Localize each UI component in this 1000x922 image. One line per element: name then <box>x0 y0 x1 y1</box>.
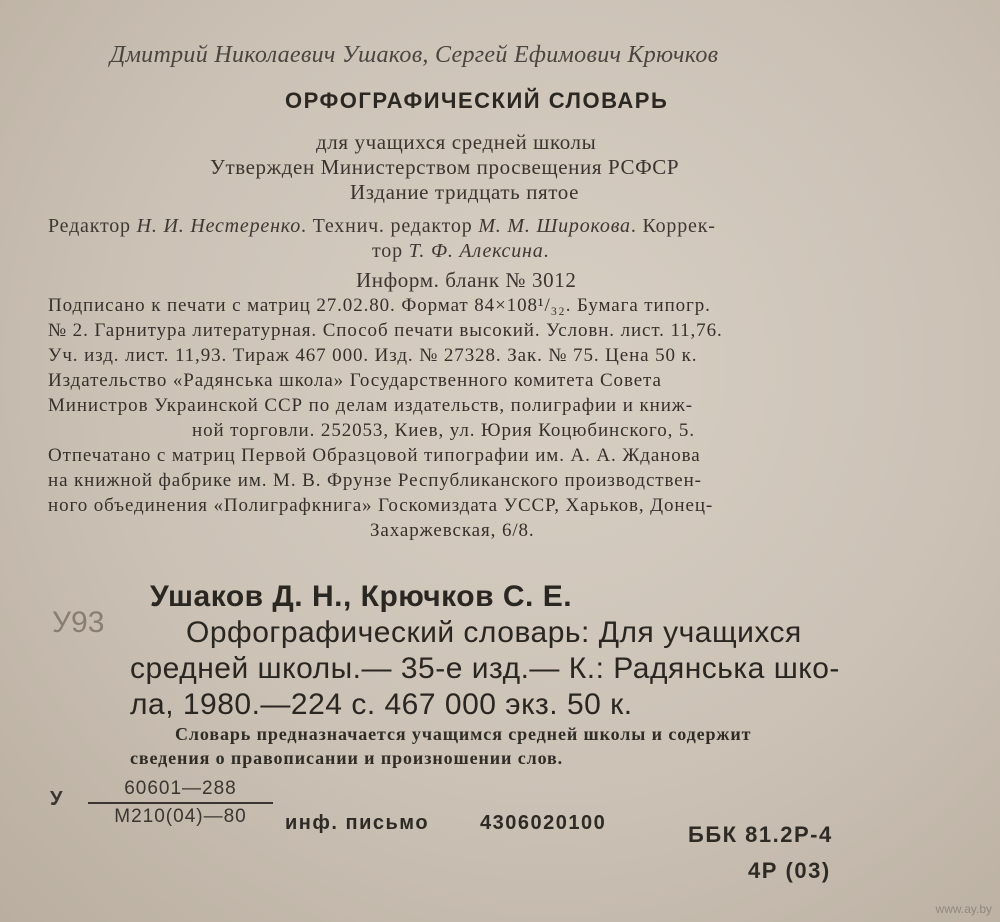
subtitle-line-1: для учащихся средней школы <box>316 130 597 154</box>
imprint-line-6: ной торговли. 252053, Киев, ул. Юрия Коцюбинского, 5. <box>192 420 695 441</box>
annotation-line-2: сведения о правописании и произношении слов. <box>130 748 564 768</box>
credits-label-corrector: . Коррек- <box>630 215 716 237</box>
imprint-line-4: Издательство «Радянська школа» Государственного комитета Совета <box>48 370 662 391</box>
tech-editor-name: М. М. Широкова <box>478 215 631 237</box>
credits-label-editor: Редактор <box>48 215 137 237</box>
subtitle-line-3: Издание тридцать пятое <box>350 180 580 204</box>
imprint-line-3: Уч. изд. лист. 11,93. Тираж 467 000. Изд. № 27328. Зак. № 75. Цена 50 к. <box>48 345 698 366</box>
inf-letter: инф. письмо <box>285 812 430 834</box>
annotation-line-1: Словарь предназначается учащимся средней школы и содержит <box>175 724 752 744</box>
imprint-line-10: Захаржевская, 6/8. <box>370 520 535 541</box>
credits-label-tor: тор <box>372 240 409 262</box>
credits-line-2 <box>372 240 549 263</box>
inform-blank: Информ. бланк № 3012 <box>356 268 577 292</box>
u-prefix: У <box>50 788 63 810</box>
imprint-line-5: Министров Украинской ССР по делам издательств, полиграфии и книж- <box>48 395 694 416</box>
catalog-heading: Ушаков Д. Н., Крючков С. Е. <box>150 580 573 613</box>
subtitle-line-2: Утвержден Министерством просвещения РСФСР <box>210 155 680 179</box>
credits-period: . <box>543 240 550 262</box>
book-title: ОРФОГРАФИЧЕСКИЙ СЛОВАРЬ <box>285 88 669 113</box>
editor-name: Н. И. Нестеренко <box>136 215 301 237</box>
bbk-sub-code: 4Р (03) <box>748 858 831 883</box>
site-watermark: www.ay.by <box>935 902 992 916</box>
isbn-code: 4306020100 <box>480 812 607 834</box>
imprint-line-9: ного объединения «Полиграфкнига» Госкомиздата УССР, Харьков, Донец- <box>48 495 714 516</box>
authors-line: Дмитрий Николаевич Ушаков, Сергей Ефимович Крючков <box>110 42 719 68</box>
fraction-numerator: 60601—288 <box>88 778 273 804</box>
catalog-line-1: Орфографический словарь: Для учащихся <box>186 616 802 649</box>
imprint-line-1: Подписано к печати с матриц 27.02.80. Формат 84×108¹/₃₂. Бумага типогр. <box>48 295 711 316</box>
imprint-line-7: Отпечатано с матриц Первой Образцовой типографии им. А. А. Жданова <box>48 445 701 466</box>
fraction-denominator: М210(04)—80 <box>114 806 247 827</box>
udk-code: У93 <box>52 606 105 639</box>
index-fraction <box>88 778 273 828</box>
catalog-line-2: средней школы.— 35-е изд.— К.: Радянська шко- <box>130 652 840 685</box>
imprint-line-8: на книжной фабрике им. М. В. Фрунзе Республиканского производствен- <box>48 470 702 491</box>
imprint-line-2: № 2. Гарнитура литературная. Способ печати высокий. Условн. лист. 11,76. <box>48 320 723 341</box>
credits-line-1 <box>48 215 716 238</box>
catalog-line-3: ла, 1980.—224 с. 467 000 экз. 50 к. <box>130 688 633 721</box>
corrector-name: Т. Ф. Алексина <box>408 240 544 262</box>
bbk-code: ББК 81.2Р-4 <box>688 822 833 847</box>
credits-label-tech: . Технич. редактор <box>301 215 479 237</box>
